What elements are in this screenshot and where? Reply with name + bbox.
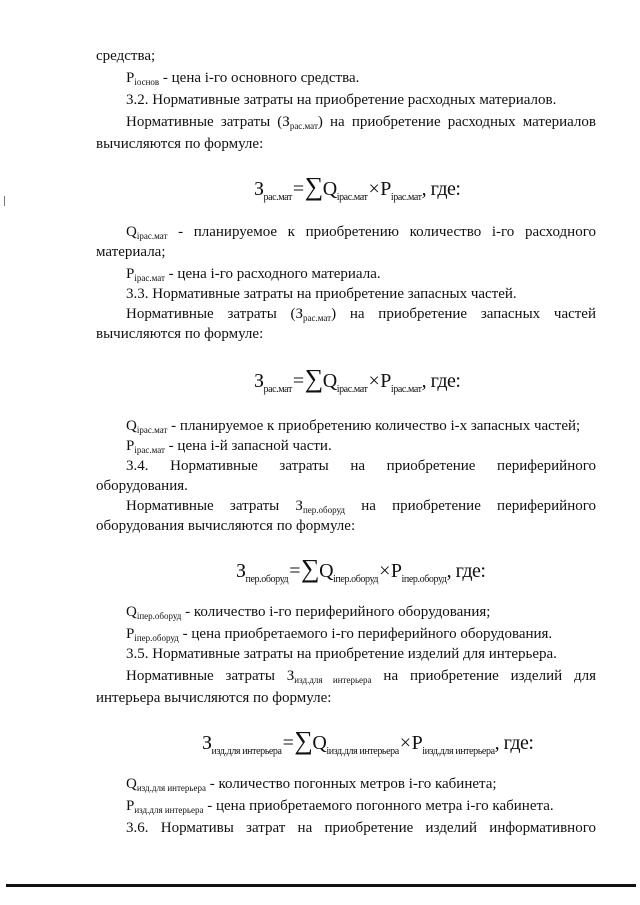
paragraph-line bbox=[126, 496, 596, 516]
formula-symbol: Q bbox=[319, 560, 334, 582]
formula-tail: , где: bbox=[421, 370, 461, 392]
definition-text: - цена приобретаемого i-го периферийного оборудования. bbox=[178, 626, 553, 642]
symbol: P bbox=[126, 798, 135, 814]
formula-2 bbox=[254, 364, 460, 394]
formula-tail: , где: bbox=[494, 732, 534, 754]
formula-symbol: P bbox=[380, 178, 391, 200]
text-span: Нормативные затраты (З bbox=[126, 114, 290, 130]
symbol: Q bbox=[126, 224, 137, 240]
symbol: Q bbox=[126, 604, 137, 620]
formula-subscript: iизд.для интерьера bbox=[422, 746, 495, 757]
symbol-subscript: пер.оборуд bbox=[302, 505, 345, 515]
symbol-subscript: iрас.мат bbox=[136, 425, 168, 435]
symbol-subscript: iрас.мат bbox=[134, 273, 165, 283]
formula-subscript: iрас.мат bbox=[336, 384, 368, 395]
formula-symbol: З bbox=[236, 560, 246, 582]
formula-subscript: рас.мат bbox=[263, 384, 292, 395]
symbol: P bbox=[126, 438, 135, 454]
symbol: P bbox=[126, 70, 135, 86]
times-sign: × bbox=[379, 560, 390, 582]
formula-subscript: iпер.оборуд bbox=[333, 574, 379, 585]
formula-symbol: З bbox=[254, 370, 264, 392]
definition-line bbox=[126, 68, 596, 88]
formula-symbol: P bbox=[390, 560, 402, 582]
definition-line bbox=[126, 416, 596, 436]
scan-edge-mark bbox=[4, 196, 5, 206]
symbol-subscript: рас.мат bbox=[289, 121, 318, 131]
formula-subscript: iрас.мат bbox=[336, 192, 368, 203]
definition-text: - количество i-го периферийного оборудования; bbox=[181, 604, 491, 620]
text-span: на приобретение периферийного bbox=[345, 498, 597, 514]
definition-text: - цена i-го расходного материала. bbox=[164, 266, 381, 282]
sum-sign: ∑ bbox=[294, 726, 313, 755]
paragraph-line: интерьера вычисляются по формуле: bbox=[96, 690, 332, 706]
definition-line bbox=[126, 624, 596, 644]
text-span: Нормативные затраты (З bbox=[126, 306, 304, 322]
definition-line bbox=[126, 436, 596, 456]
formula-subscript: изд.для интерьера bbox=[211, 746, 282, 757]
formula-subscript: рас.мат bbox=[263, 192, 292, 203]
formula-symbol: P bbox=[380, 370, 391, 392]
times-sign: × bbox=[368, 178, 380, 200]
symbol: Q bbox=[126, 776, 137, 792]
section-heading: 3.4. Нормативные затраты на приобретение периферийного bbox=[126, 458, 596, 474]
formula-4 bbox=[202, 726, 533, 756]
sum-sign: ∑ bbox=[304, 172, 323, 201]
paragraph-line bbox=[126, 304, 596, 324]
symbol-subscript: iоснов bbox=[134, 77, 160, 87]
definition-text: - цена i-го основного средства. bbox=[159, 70, 360, 86]
formula-symbol: P bbox=[411, 732, 423, 754]
symbol-subscript: iрас.мат bbox=[134, 445, 165, 455]
definition-text: - планируемое к приобретению количество i-х запасных частей; bbox=[167, 418, 581, 434]
formula-subscript: iрас.мат bbox=[390, 192, 422, 203]
definition-line bbox=[126, 796, 596, 816]
formula-1 bbox=[254, 172, 460, 202]
formula-subscript: iрас.мат bbox=[390, 384, 422, 395]
formula-subscript: iизд.для интерьера bbox=[326, 746, 399, 757]
text-line: оборудования. bbox=[96, 478, 188, 494]
page-bottom-rule bbox=[6, 884, 636, 887]
symbol-subscript: рас.мат bbox=[303, 313, 332, 323]
symbol-subscript: iпер.оборуд bbox=[134, 633, 179, 643]
text-span: ) на приобретение расходных материалов bbox=[317, 114, 596, 130]
formula-3 bbox=[236, 554, 485, 584]
times-sign: × bbox=[399, 732, 411, 754]
equals-sign: = bbox=[282, 732, 294, 754]
formula-tail: , где: bbox=[446, 560, 486, 582]
definition-text: - количество погонных метров i-го кабинета; bbox=[206, 776, 497, 792]
formula-symbol: З bbox=[202, 732, 212, 754]
text-span: Нормативные затраты З bbox=[126, 498, 303, 514]
text-span: ) на приобретение запасных частей bbox=[331, 306, 596, 322]
symbol-subscript: iпер.оборуд bbox=[136, 611, 182, 621]
definition-line bbox=[126, 222, 596, 242]
paragraph-line bbox=[126, 112, 596, 132]
formula-symbol: Q bbox=[322, 370, 337, 392]
definition-text: - цена i-й запасной части. bbox=[164, 438, 332, 454]
paragraph-line bbox=[126, 666, 596, 686]
symbol: P bbox=[126, 266, 135, 282]
text-line: средства; bbox=[96, 48, 156, 64]
formula-symbol: З bbox=[254, 178, 264, 200]
formula-symbol: Q bbox=[312, 732, 327, 754]
formula-tail: , где: bbox=[421, 178, 461, 200]
section-heading: 3.6. Нормативы затрат на приобретение изделий информативного bbox=[126, 820, 596, 836]
definition-line bbox=[126, 774, 596, 794]
section-heading: 3.5. Нормативные затраты на приобретение изделий для интерьера. bbox=[126, 646, 557, 662]
equals-sign: = bbox=[292, 178, 304, 200]
symbol-subscript: изд.для интерьера bbox=[294, 675, 372, 685]
sum-sign: ∑ bbox=[304, 364, 323, 393]
symbol: P bbox=[126, 626, 135, 642]
paragraph-line: вычисляются по формуле: bbox=[96, 136, 264, 152]
times-sign: × bbox=[368, 370, 380, 392]
definition-line bbox=[126, 602, 596, 622]
formula-subscript: iпер.оборуд bbox=[401, 574, 447, 585]
sum-sign: ∑ bbox=[301, 554, 320, 583]
definition-text: - планируемое к приобретению количество i-го расходного bbox=[167, 224, 596, 240]
formula-symbol: Q bbox=[322, 178, 337, 200]
formula-subscript: пер.оборуд bbox=[245, 574, 289, 585]
symbol-subscript: изд.для интерьера bbox=[134, 805, 204, 815]
text-line: материала; bbox=[96, 244, 166, 260]
symbol-subscript: изд.для интерьера bbox=[136, 783, 206, 793]
paragraph-line: вычисляются по формуле: bbox=[96, 326, 264, 342]
section-heading: 3.2. Нормативные затраты на приобретение расходных материалов. bbox=[126, 92, 557, 108]
equals-sign: = bbox=[289, 560, 301, 582]
text-span: на приобретение изделий для bbox=[371, 668, 597, 684]
definition-text: - цена приобретаемого погонного метра i-го кабинета. bbox=[203, 798, 554, 814]
symbol-subscript: iрас.мат bbox=[136, 231, 168, 241]
equals-sign: = bbox=[292, 370, 304, 392]
paragraph-line: оборудования вычисляются по формуле: bbox=[96, 518, 356, 534]
symbol: Q bbox=[126, 418, 137, 434]
section-heading: 3.3. Нормативные затраты на приобретение запасных частей. bbox=[126, 286, 517, 302]
definition-line bbox=[126, 264, 596, 284]
text-span: Нормативные затраты З bbox=[126, 668, 295, 684]
